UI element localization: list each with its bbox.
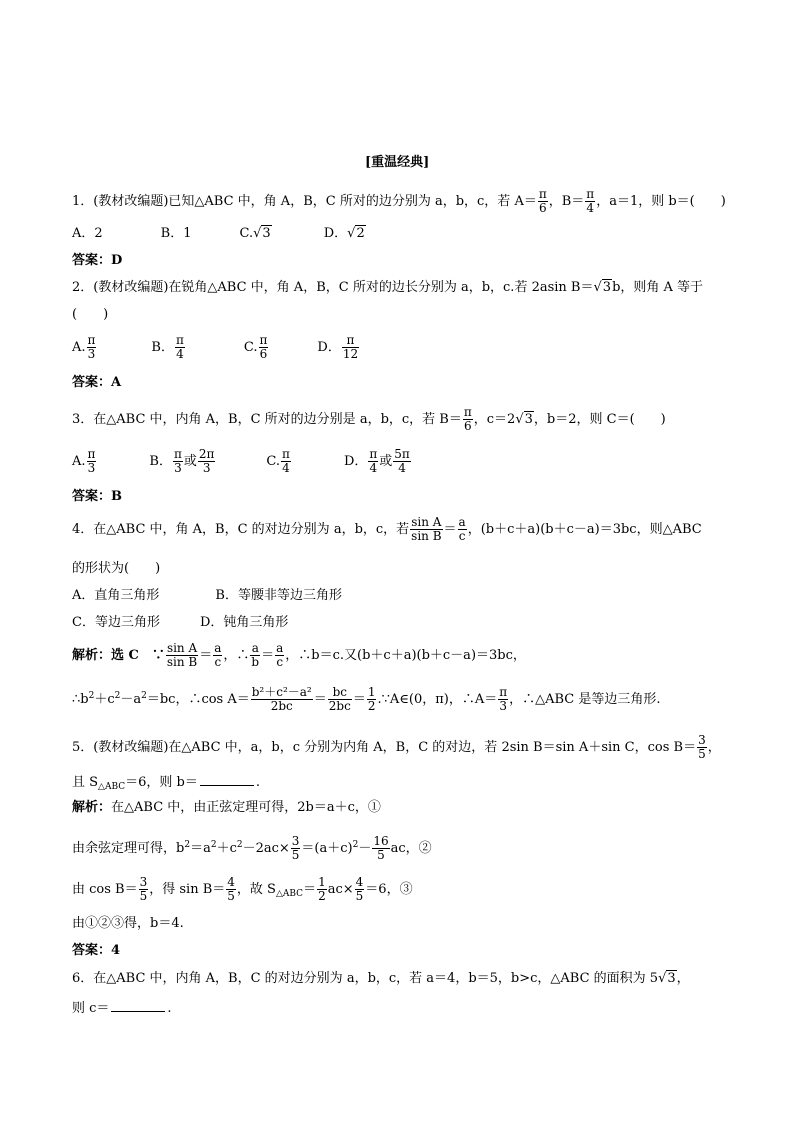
- q1-option-b: B．1: [160, 226, 192, 241]
- q4-solution-2: $\therefore b^2+c^2-a^2=bc$，∴cos A＝ $\frac{\text{b²＋c²－a²}}{2bc}$ ＝ $\frac{bc}{2bc}$ ＝ $\frac{1}{2}$ .∵A∈(0，π)，∴A＝ $\frac{\pi}{3}$ ，∴△ABC 是等边三角形.: [72, 685, 661, 713]
- q3-stem: 3．在△ABC 中，内角 A，B，C 所对的边分别是 a，b，c，若 B＝ $\frac{\pi}{6}$ ，c＝2√3，b＝2，则 C＝( ): [72, 405, 666, 433]
- q1-options: [72, 226, 366, 242]
- q5-answer: 答案：4: [72, 943, 121, 958]
- q5-stem-cont: 且 $S_{\triangle ABC}=6$，则 b＝ .: [72, 775, 261, 792]
- q2-answer: 答案：A: [72, 375, 122, 390]
- q3-answer: 答案：B: [72, 489, 122, 504]
- q6-answer-blank[interactable]: [111, 999, 165, 1012]
- q3-option-c: C. $\frac{\pi}{4}$: [266, 447, 290, 475]
- q2-option-d: D． $\frac{\pi}{12}$: [317, 333, 359, 361]
- q4-solution-1: 解析：选 C ∵ $\frac{\text{sin A}}{\text{sin B}}$ ＝ $\frac{a}{c}$ ，∴ $\frac{a}{b}$ ＝ $\frac{a}{c}$ ，∴b＝c.又(b＋c＋a)(b＋c－a)＝3bc，: [72, 641, 526, 669]
- q2-stem: 2．(教材改编题)在锐角△ABC 中，角 A，B，C 所对的边长分别为 a，b，c.若 2asin B＝√3b，则角 A 等于: [72, 280, 704, 295]
- q3-option-b: B． $\frac{\pi}{3}$ 或 $\frac{2\pi}{3}$: [149, 447, 215, 475]
- q1-option-d: D．√2: [323, 226, 365, 241]
- q6-stem-cont: 则 c＝ .: [72, 1001, 172, 1016]
- q1-frac-pi-4: $\frac{\pi}{4}$: [586, 187, 595, 215]
- section-title: [重温经典]: [365, 155, 430, 170]
- q5-solution-4: 由①②③得，b＝4.: [72, 916, 184, 931]
- q3-option-a: A. $\frac{\pi}{3}$: [72, 447, 96, 475]
- q5-solution-3: 由 cos B＝ $\frac{3}{5}$ ，得 sin B＝ $\frac{4}{5}$ ，故 $S_{\triangle ABC}=$ $\frac{1}{2}$ ac× $\frac{4}{5}$ ＝6，③: [72, 875, 413, 903]
- q5-stem: 5．(教材改编题)在△ABC 中，a，b，c 分别为内角 A，B，C 的对边，若 2sin B＝sin A＋sin C，cos B＝ $\frac{3}{5}$ ，: [72, 733, 721, 761]
- q2-option-c: C. $\frac{\pi}{6}$: [243, 333, 268, 361]
- q4-options-row2: [72, 615, 288, 631]
- q4-option-c: C．等边三角形: [72, 615, 160, 630]
- q6-stem: 6．在△ABC 中，内角 A，B，C 的对边分别为 a，b，c，若 a＝4，b＝5，b>c，△ABC 的面积为 5√3，: [72, 971, 690, 986]
- q4-option-d: D．钝角三角形: [199, 615, 289, 630]
- q1-answer: 答案：D: [72, 253, 123, 268]
- q5-solution-2: 由余弦定理可得，$b^2=a^2+c^2-2ac\times$ $\frac{3}{5}$ $=(a+c)^2-$ $\frac{16}{5}$ ac，②: [72, 834, 432, 862]
- q3-option-d: D． $\frac{\pi}{4}$ 或 $\frac{5\pi}{4}$: [343, 447, 410, 475]
- q5-solution-1: 解析：在△ABC 中，由正弦定理可得，2b＝a＋c，①: [72, 800, 381, 815]
- q1-frac-pi-6: $\frac{\pi}{6}$: [538, 187, 547, 215]
- q3-options: [72, 448, 412, 475]
- q1-stem: 1．(教材改编题)已知△ABC 中，角 A，B，C 所对的边分别为 a，b，c，若 A＝ $\frac{\pi}{6}$ ，B＝ $\frac{\pi}{4}$ ，a＝1，则 b＝( ): [72, 187, 726, 215]
- q4-stem: 4．在△ABC 中，角 A，B，C 的对边分别为 a，b，c，若 $\frac{\text{sin A}}{\text{sin B}}$ ＝ $\frac{a}{c}$ ，(b＋c＋a)(b＋c－a)＝3bc，则△ABC: [72, 515, 702, 543]
- q4-stem-cont: 的形状为( ): [72, 561, 161, 576]
- q2-options: [72, 334, 360, 361]
- q2-option-a: A. $\frac{\pi}{3}$: [72, 333, 96, 361]
- q1-option-a: A．2: [72, 226, 103, 241]
- q2-stem-cont: ( ): [72, 307, 109, 322]
- q4-option-b: B．等腰非等边三角形: [215, 588, 342, 603]
- q4-option-a: A．直角三角形: [72, 588, 160, 603]
- q5-answer-blank[interactable]: [200, 773, 254, 786]
- q1-option-c: C.√3: [239, 226, 271, 241]
- q2-option-b: B． $\frac{\pi}{4}$: [151, 333, 184, 361]
- q4-options-row1: [72, 588, 342, 604]
